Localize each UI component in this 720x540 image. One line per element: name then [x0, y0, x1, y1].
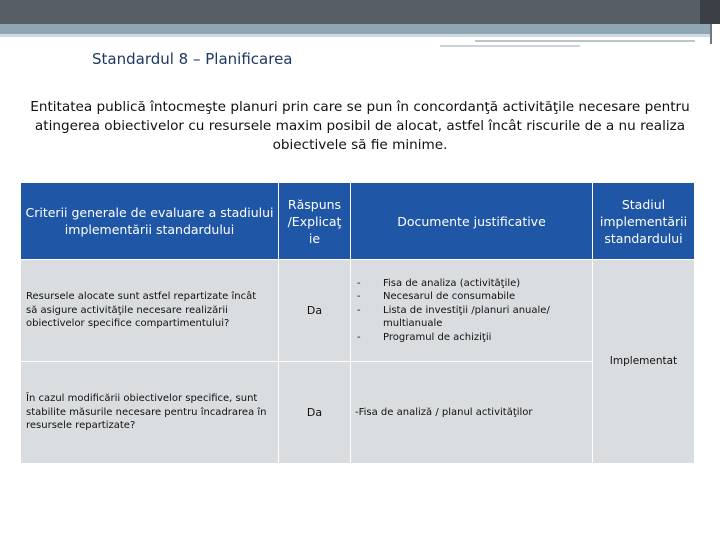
decor-line: [475, 40, 695, 42]
list-item: - Programul de achiziţii: [357, 331, 492, 343]
criteria-cell: Resursele alocate sunt astfel repartizate încât să asigure activităţile necesare realizării obiectivelor specifice compartimentului?: [21, 260, 279, 362]
status-cell: Implementat: [593, 260, 695, 464]
header-edge: [710, 24, 712, 44]
documents-list: [355, 277, 592, 345]
response-cell: Da: [279, 362, 351, 464]
header-status: Stadiul implementării standardului: [593, 183, 695, 260]
top-bar: [0, 0, 720, 24]
table-header-row: [21, 183, 695, 260]
documents-cell: -Fisa de analiză / planul activităţilor: [351, 362, 593, 464]
list-item: - Necesarul de consumabile: [357, 291, 516, 303]
slide-title: Standardul 8 – Planificarea: [92, 50, 293, 68]
criteria-cell: În cazul modificării obiectivelor specifice, sunt stabilite măsurile necesare pentru încadrarea în resursele repartizate?: [21, 362, 279, 464]
header-criteria: Criterii generale de evaluare a stadiului implementării standardului: [21, 183, 279, 260]
header-strip: [0, 24, 710, 34]
header-strip-light: [0, 34, 710, 37]
header-response: Răspuns /Explicaţ ie: [279, 183, 351, 260]
list-item: - Lista de investiţii /planuri anuale/ multianuale: [357, 304, 550, 330]
top-bar-corner: [700, 0, 720, 24]
list-item: - Fisa de analiza (activităţile): [357, 277, 521, 289]
response-cell: Da: [279, 260, 351, 362]
standards-table: [20, 182, 695, 464]
intro-paragraph: Entitatea publică întocmeşte planuri prin care se pun în concordanţă activităţile necesare pentru atingerea obiectivelor cu resursele maxim posibil de alocat, astfel încât riscurile de a nu realiza obiectivele să fie minime.: [30, 99, 690, 153]
table-row: [21, 260, 695, 362]
header-documents: Documente justificative: [351, 183, 593, 260]
decor-line: [440, 45, 580, 47]
documents-cell: [351, 260, 593, 362]
